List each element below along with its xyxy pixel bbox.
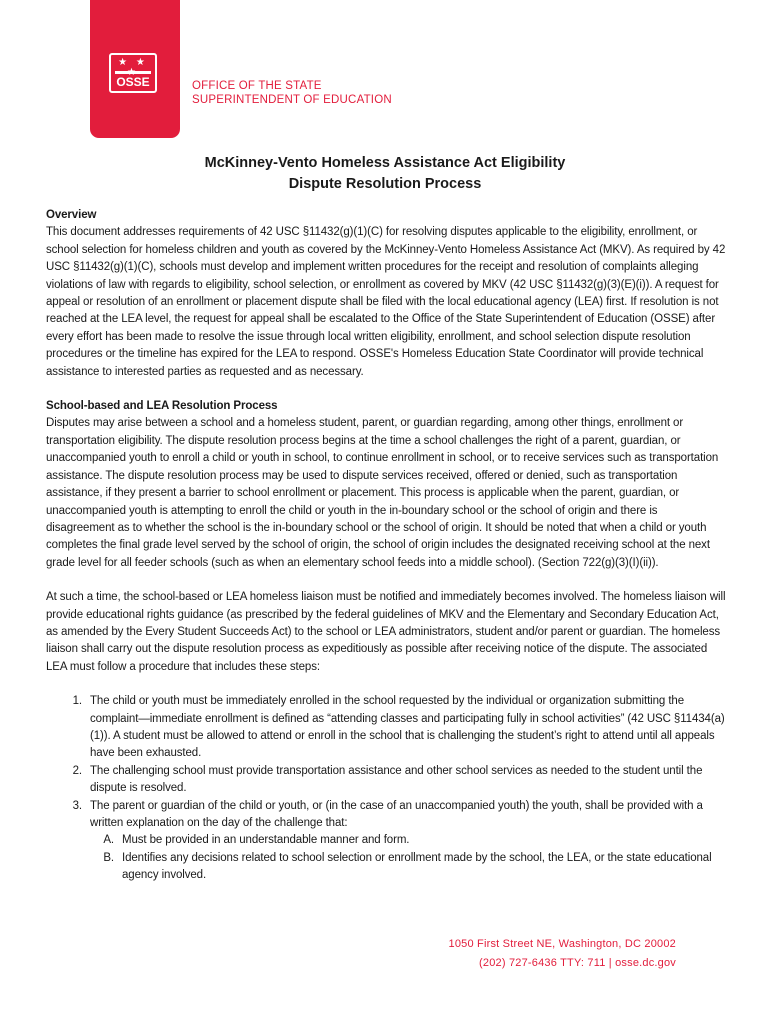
org-name-line2: SUPERINTENDENT OF EDUCATION <box>192 94 392 106</box>
document-title <box>0 153 770 195</box>
document-body <box>46 207 728 885</box>
overview-paragraph: This document addresses requirements of 42 USC §11432(g)(1)(C) for resolving disputes applicable to the eligibility, enrollment, or school selection for homeless children and youth as covered by the McKinney-Vento Homeless Assistance Act (MKV). As required by 42 USC §11432(g)(1)(C), schools must develop and implement written procedures for the receipt and resolution of complaints alleging violations of law with regards to eligibility, school selection, or enrollment as covered by MKV (42 USC §11432(g)(3)(E)(i)). A request for appeal or resolution of an enrollment or placement dispute shall be filed with the local educational agency (LEA) first. If resolution is not reached at the LEA level, the request for appeal shall be escalated to the Office of the State Superintendent of Education (OSSE) after every effort has been made to resolve the issue through local written eligibility, enrollment, and school selection dispute resolution procedures or the timeline has expired for the LEA to respond. OSSE's Homeless Education State Coordinator will provide technical assistance to interested parties as requested and as necessary. <box>46 226 726 378</box>
step-text: The challenging school must provide transportation assistance and other school services as needed to the student until the dispute is resolved. <box>90 764 703 795</box>
substeps-list <box>98 832 728 884</box>
overview-heading: Overview <box>46 209 97 221</box>
list-item <box>46 763 728 798</box>
step-number: 2. <box>72 764 82 777</box>
steps-list <box>46 693 728 884</box>
school-based-paragraph-2: At such a time, the school-based or LEA homeless liaison must be notified and immediately becomes involved. The homeless liaison will provide educational rights guidance (as prescribed by the federal guidelines of MKV and the Elementary and Secondary Education Act, as amended by the Every Student Succeeds Act) to the school or LEA administrators, student and/or parent or guardian. The homeless liaison shall carry out the dispute resolution process as expeditiously as possible after receiving notice of the dispute. The associated LEA must follow a procedure that includes these steps: <box>46 591 726 673</box>
footer-address: 1050 First Street NE, Washington, DC 20002 <box>448 938 676 950</box>
list-item <box>46 798 728 833</box>
substep-letter: B. <box>103 851 114 864</box>
list-item <box>46 693 728 763</box>
list-item <box>98 832 728 849</box>
footer-contact: (202) 727-6436 TTY: 711 | osse.dc.gov <box>479 957 676 969</box>
step-text: The parent or guardian of the child or youth, or (in the case of an unaccompanied youth) the youth, shall be provided with a written explanation on the day of the challenge that: <box>90 799 703 829</box>
school-based-heading: School-based and LEA Resolution Process <box>46 400 278 413</box>
step-number: 1. <box>72 695 82 708</box>
logo-text: OSSE <box>116 75 150 89</box>
dc-flag-logo-icon <box>109 53 157 93</box>
org-name <box>192 79 392 107</box>
logo-bar <box>115 71 151 74</box>
substep-letter: A. <box>103 834 114 847</box>
title-line2: Dispute Resolution Process <box>288 176 482 192</box>
substep-text: Must be provided in an understandable manner and form. <box>122 834 410 847</box>
org-name-line1: OFFICE OF THE STATE <box>192 80 322 92</box>
list-item <box>98 850 728 885</box>
substep-text: Identifies any decisions related to school selection or enrollment made by the school, the LEA, or the state educational agency involved. <box>122 851 712 882</box>
step-text: The child or youth must be immediately enrolled in the school requested by the individual or organization submitting the complaint—immediate enrollment is defined as “attending classes and participating fully in school activities” (42 USC §11434(a)(1)). A student must be allowed to attend or enroll in the school that is challenging the student’s right to attend until all appeals have been exhausted. <box>90 695 725 760</box>
page-footer <box>449 935 677 973</box>
title-line1: McKinney-Vento Homeless Assistance Act Eligibility <box>204 155 566 171</box>
step-number: 3. <box>72 799 82 812</box>
logo-stars: ★ ★ <box>118 57 148 68</box>
school-based-paragraph-1: Disputes may arise between a school and a homeless student, parent, or guardian regarding, among other things, enrollment or transportation eligibility. The dispute resolution process begins at the time a school challenges the right of a parent, guardian, or unaccompanied youth to enroll a child or youth in school, to continue enrollment in school, or to receive services such as transportation assistance. The dispute resolution process may be used to dispute services received, offered or denied, such as transportation assistance, if they present a barrier to school enrollment or placement. This process is applicable when the parent, guardian, or unaccompanied youth is attempting to enroll the child or youth in the in-boundary school or the school of origin and there is disagreement as to whether the school is the in-boundary school or the school of origin. It should be noted that when a child or youth completes the final grade level served by the school of origin, the school of origin includes the designated receiving school at the next grade level for all feeder schools (such as when an elementary school feeds into a middle school). (Section 722(g)(3)(I)(ii)). <box>46 417 719 569</box>
